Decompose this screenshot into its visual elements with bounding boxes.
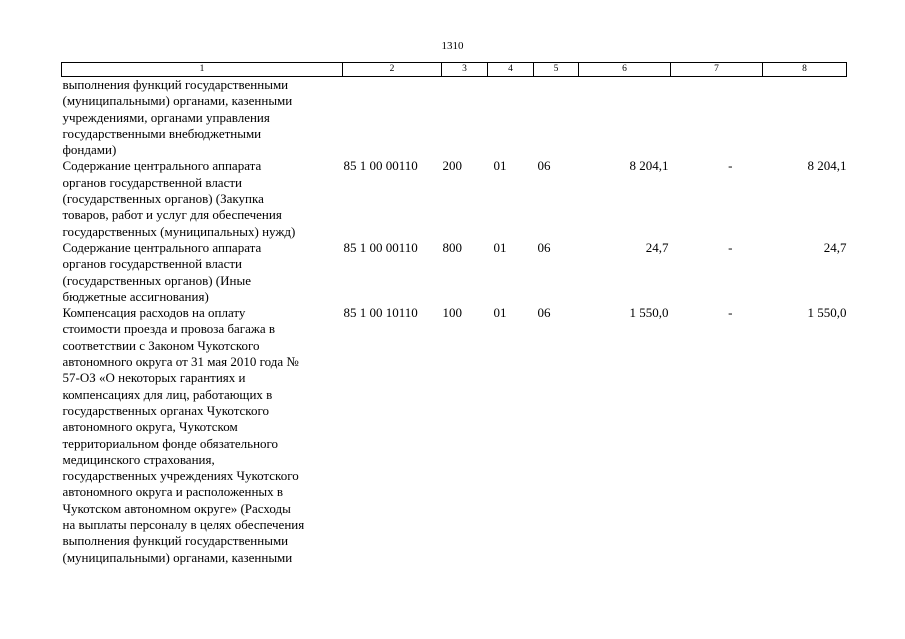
row-expense-type: 100 xyxy=(442,305,462,321)
row-expense-type: 800 xyxy=(442,239,462,255)
row-description xyxy=(62,305,343,566)
header-col-7: 7 xyxy=(671,63,763,77)
description-line: 57-ОЗ «О некоторых гарантиях и xyxy=(62,370,246,386)
table-row xyxy=(62,158,847,239)
description-line: соответствии с Законом Чукотского xyxy=(62,337,260,353)
description-line: Содержание центрального аппарата xyxy=(62,158,262,174)
description-line: выполнения функций государственными xyxy=(62,533,289,549)
row-amount-change: - xyxy=(728,158,733,174)
description-line: Компенсация расходов на оплату xyxy=(62,305,246,321)
description-line: территориальном фонде обязательного xyxy=(62,435,279,451)
header-row xyxy=(62,63,847,77)
budget-table xyxy=(61,62,847,566)
table-body xyxy=(62,77,847,566)
table-row xyxy=(62,305,847,566)
row-code: 85 1 00 00110 xyxy=(343,158,418,174)
row-description xyxy=(62,240,343,305)
description-line: государственными внебюджетными xyxy=(62,125,262,141)
description-line: автономного округа и расположенных в xyxy=(62,484,284,500)
description-line: государственных органах Чукотского xyxy=(62,402,269,418)
row-description xyxy=(62,77,343,159)
page-number: 1310 xyxy=(441,40,464,52)
description-line: медицинского страхования, xyxy=(62,451,215,467)
table-row xyxy=(62,240,847,305)
description-line: автономного округа от 31 мая 2010 года № xyxy=(62,354,299,370)
description-line: бюджетные ассигнования) xyxy=(62,288,209,304)
row-expense-type xyxy=(442,77,488,159)
row-section: 01 xyxy=(493,305,507,321)
row-subsection: 06 xyxy=(537,158,551,174)
row-section xyxy=(488,77,534,159)
description-line: Чукотском автономном округе» (Расходы xyxy=(62,500,291,516)
description-line: (муниципальными) органами, казенными xyxy=(62,93,293,109)
row-amount-total xyxy=(579,77,671,159)
row-subsection xyxy=(534,77,579,159)
row-amount-change xyxy=(671,77,763,159)
description-line: (муниципальными) органами, казенными xyxy=(62,549,293,565)
description-line: органов государственной власти xyxy=(62,256,242,272)
row-subsection: 06 xyxy=(537,305,551,321)
header-col-5: 5 xyxy=(534,63,579,77)
header-col-6: 6 xyxy=(579,63,671,77)
row-section: 01 xyxy=(493,158,507,174)
description-line: государственных учреждениях Чукотского xyxy=(62,468,299,484)
header-col-4: 4 xyxy=(488,63,534,77)
row-amount-final: 8 204,1 xyxy=(807,158,847,174)
row-subsection: 06 xyxy=(537,239,551,255)
row-amount-final: 24,7 xyxy=(823,239,847,255)
row-amount-final: 1 550,0 xyxy=(807,305,847,321)
row-amount-total: 8 204,1 xyxy=(629,158,669,174)
row-expense-type: 200 xyxy=(442,158,462,174)
row-description xyxy=(62,158,343,239)
description-line: на выплаты персоналу в целях обеспечения xyxy=(62,517,305,533)
description-line: учреждениями, органами управления xyxy=(62,109,270,125)
table-row xyxy=(62,77,847,159)
description-line: стоимости проезда и провоза багажа в xyxy=(62,321,276,337)
description-line: выполнения функций государственными xyxy=(62,77,289,92)
description-line: товаров, работ и услуг для обеспечения xyxy=(62,207,282,223)
header-col-8: 8 xyxy=(763,63,847,77)
description-line: автономного округа, Чукотском xyxy=(62,419,238,435)
description-line: (государственных органов) (Закупка xyxy=(62,191,264,207)
header-col-2: 2 xyxy=(343,63,442,77)
row-code xyxy=(343,77,442,159)
description-line: фондами) xyxy=(62,142,117,158)
description-line: Содержание центрального аппарата xyxy=(62,239,262,255)
row-amount-change: - xyxy=(728,305,733,321)
description-line: государственных (муниципальных) нужд) xyxy=(62,223,296,239)
row-section: 01 xyxy=(493,239,507,255)
row-amount-total: 24,7 xyxy=(645,239,669,255)
row-code: 85 1 00 10110 xyxy=(343,305,418,321)
row-amount-total: 1 550,0 xyxy=(629,305,669,321)
description-line: компенсациях для лиц, работающих в xyxy=(62,386,273,402)
header-col-3: 3 xyxy=(442,63,488,77)
description-line: органов государственной власти xyxy=(62,174,242,190)
description-line: (государственных органов) (Иные xyxy=(62,272,251,288)
row-code: 85 1 00 00110 xyxy=(343,239,418,255)
row-amount-change: - xyxy=(728,239,733,255)
row-amount-final xyxy=(763,77,847,159)
header-col-1: 1 xyxy=(62,63,343,77)
